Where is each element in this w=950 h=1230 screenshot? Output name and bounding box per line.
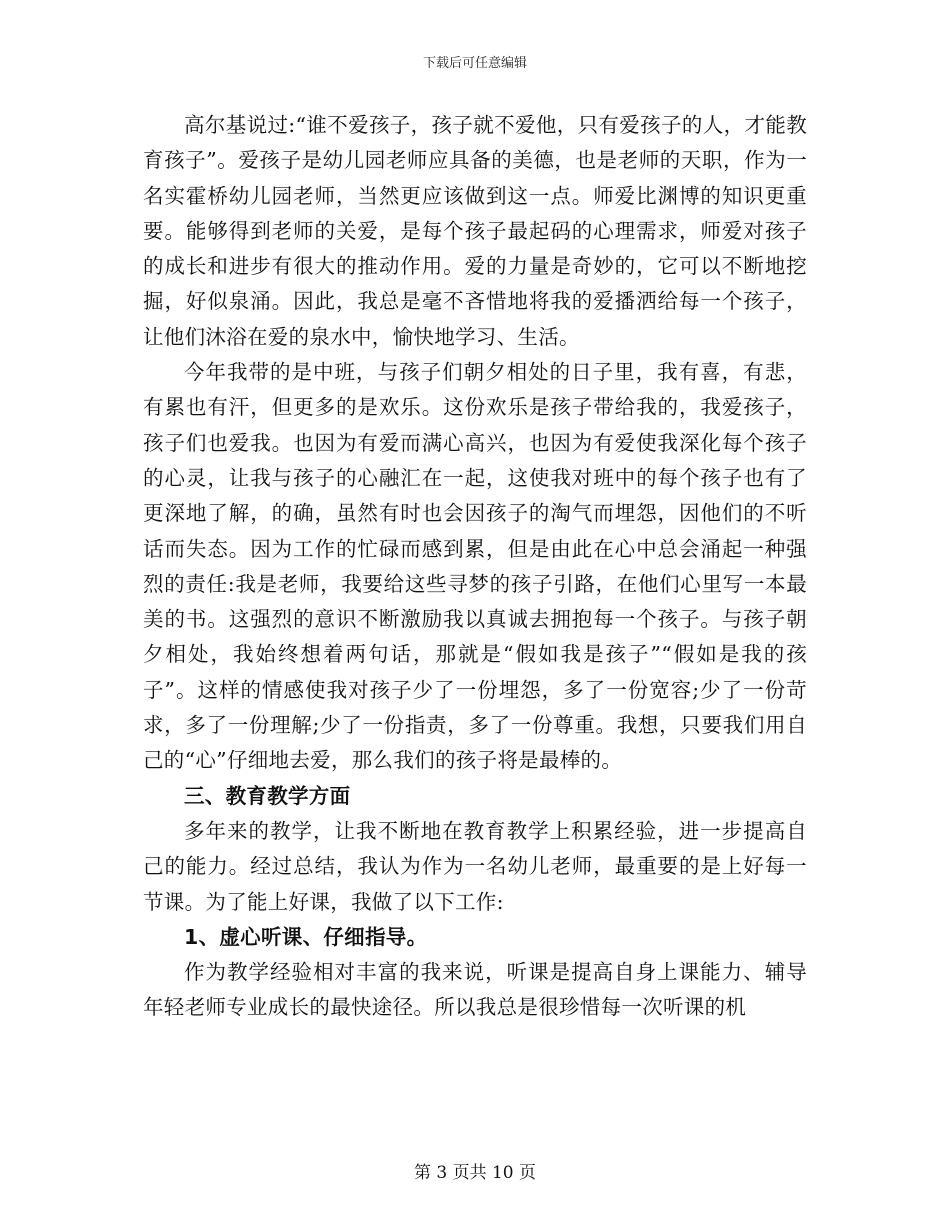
paragraph-middle-class: 今年我带的是中班，与孩子们朝夕相处的日子里，我有喜，有悲，有累也有汗，但更多的是欢乐。这份欢乐是孩子带给我的，我爱孩子，孩子们也爱我。也因为有爱而满心高兴，也因为有爱使我深化每个孩子的心灵，让我与孩子的心融汇在一起，这使我对班中的每个孩子也有了更深地了解，的确，虽然有时也会因孩子的淘气而埋怨，因他们的不听话而失态。因为工作的忙碌而感到累，但是由此在心中总会涌起一种强烈的责任:我是老师，我要给这些寻梦的孩子引路，在他们心里写一本最美的书。这强烈的意识不断激励我以真诚去拥抱每一个孩子。与孩子朝夕相处，我始终想着两句话，那就是“假如我是孩子”“假如是我的孩子”。这样的情感使我对孩子少了一份埋怨，多了一份宽容;少了一份苛求，多了一份理解;少了一份指责，多了一份尊重。我想，只要我们用自己的“心”仔细地去爱，那么我们的孩子将是最棒的。: [143, 360, 807, 773]
page-number: 第 3 页共 10 页: [413, 1163, 537, 1183]
paragraph-love-children: 高尔基说过:“谁不爱孩子，孩子就不爱他，只有爱孩子的人，才能教育孩子”。爱孩子是幼儿园老师应具备的美德，也是老师的天职，作为一名实霍桥幼儿园老师，当然更应该做到这一点。师爱比渊博的知识更重要。能够得到老师的关爱，是每个孩子最起码的心理需求，师爱对孩子的成长和进步有很大的推动作用。爱的力量是奇妙的，它可以不断地挖掘，好似泉涌。因此，我总是毫不吝惜地将我的爱播洒给每一个孩子，让他们沐浴在爱的泉水中，愉快地学习、生活。: [143, 113, 807, 349]
page-header: 下载后可任意编辑: [422, 56, 527, 71]
paragraph-observe-lessons: 作为教学经验相对丰富的我来说，听课是提高自身上课能力、辅导年轻老师专业成长的最快途径。所以我总是很珍惜每一次听课的机: [143, 960, 807, 1020]
document-body: [143, 108, 807, 1026]
section-heading: 三、教育教学方面: [184, 783, 351, 808]
paragraph-teaching: 多年来的教学，让我不断地在教育教学上积累经验，进一步提高自己的能力。经过总结，我认为作为一名幼儿老师，最重要的是上好每一节课。为了能上好课，我做了以下工作:: [143, 818, 807, 914]
subheading: 1、虚心听课、仔细指导。: [184, 924, 428, 949]
